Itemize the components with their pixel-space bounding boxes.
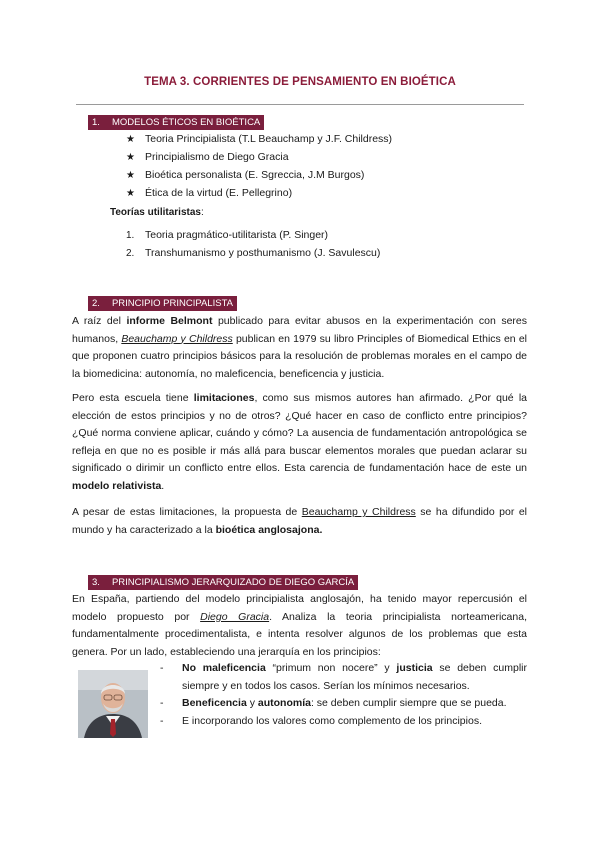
list-item: ★ Ética de la virtud (E. Pellegrino) xyxy=(126,184,392,202)
title-divider xyxy=(76,104,524,105)
list-item: - E incorporando los valores como complemento de los principios. xyxy=(160,714,482,727)
list-item: ★ Teoria Principialista (T.L Beauchamp y J.F. Childress) xyxy=(126,130,392,148)
section-1-heading xyxy=(88,115,264,130)
section-2-heading xyxy=(88,296,237,311)
utilitarian-heading: Teorías utilitaristas: xyxy=(110,207,204,218)
star-icon: ★ xyxy=(126,188,135,199)
star-icon: ★ xyxy=(126,134,135,145)
diego-gracia-photo xyxy=(78,670,148,738)
list-item: - No maleficencia “primum non nocere” y justicia se deben cumplir siempre y en todos los casos. Serían los mínimos necesarios. xyxy=(160,662,527,692)
star-icon: ★ xyxy=(126,170,135,181)
section-1-number: 1. xyxy=(92,117,100,128)
section-2-number: 2. xyxy=(92,298,100,309)
list-item: 1. Teoria pragmático-utilitarista (P. Singer) xyxy=(126,229,329,241)
portrait-image xyxy=(78,670,148,738)
section-1-label: MODELOS ÉTICOS EN BIOÉTICA xyxy=(111,117,261,128)
ethical-models-list xyxy=(126,130,392,202)
list-item: - Beneficencia y autonomía: se deben cumplir siempre que se pueda. xyxy=(160,697,507,710)
page-title: TEMA 3. CORRIENTES DE PENSAMIENTO EN BIOÉTICA xyxy=(144,76,456,88)
list-item: ★ Bioética personalista (E. Sgreccia, J.M Burgos) xyxy=(126,166,392,184)
paragraph: A raíz del informe Belmont publicado para evitar abusos en la experimentación con seres humanos, Beauchamp y Childress publican en 1979 su libro Principles of Biomedical Ethics en el que proponen cuatro principios básicos para la resolución de problemas morales en el campo de la biomedicina: autonomía, no maleficencia, beneficencia y justicia. xyxy=(72,315,528,380)
section-2-label: PRINCIPIO PRINCIPALISTA xyxy=(111,298,233,309)
star-icon: ★ xyxy=(126,152,135,163)
paragraph: A pesar de estas limitaciones, la propuesta de Beauchamp y Childress se ha difundido por el mundo y ha caracterizado a la bioética anglosajona. xyxy=(72,506,528,536)
utilitarian-list xyxy=(126,226,380,262)
section-3-heading xyxy=(88,575,358,590)
section-3-number: 3. xyxy=(92,577,100,588)
section-3-label: PRINCIPIALISMO JERARQUIZADO DE DIEGO GARCÍA xyxy=(111,577,355,588)
paragraph: En España, partiendo del modelo principialista anglosajón, ha tenido mayor repercusión el modelo propuesto por Diego Gracia. Analiza la teoria principialista norteamericana, fundamentalmente procedimentalista, e intenta resolver algunos de los problemas que esta genera. Por un lado, estableciendo una jerarquía en los principios: xyxy=(72,593,527,658)
list-item: ★ Principialismo de Diego Gracia xyxy=(126,148,392,166)
list-item: 2. Transhumanismo y posthumanismo (J. Savulescu) xyxy=(126,247,381,259)
principles-hierarchy-list xyxy=(160,660,527,730)
paragraph: Pero esta escuela tiene limitaciones, como sus mismos autores han afirmado. ¿Por qué la elección de estos principios y no de otros? ¿Qué hacer en caso de conflicto entre principios? ¿Qué norma conviene aplicar, cuándo y cómo? La ausencia de fundamentación antropológica se refleja en que no es posible ir más allá para buscar elementos morales que puedan aclarar su significado o dirimir un conflicto entre ellos. Esta carencia de fundamentación hace de este un modelo relativista. xyxy=(72,392,528,492)
